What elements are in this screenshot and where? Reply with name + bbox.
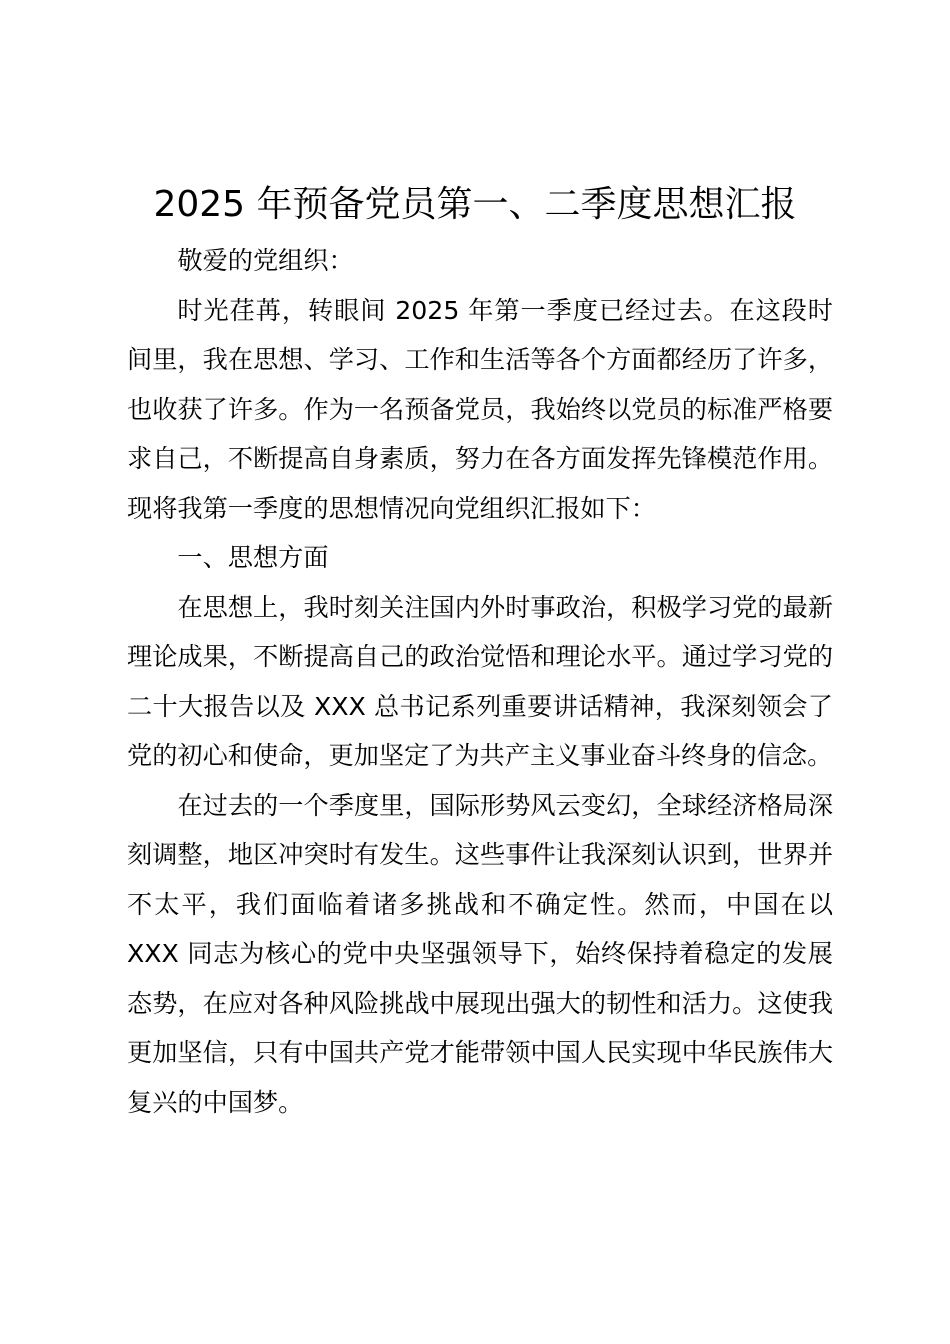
document-body <box>127 236 833 1127</box>
paragraph-thought: 在思想上，我时刻关注国内外时事政治，积极学习党的最新理论成果，不断提高自己的政治觉悟和理论水平。通过学习党的二十大报告以及 XXX 总书记系列重要讲话精神，我深刻领会了党的初心和使命，更加坚定了为共产主义事业奋斗终身的信念。 <box>127 592 833 770</box>
paragraph-international: 在过去的一个季度里，国际形势风云变幻，全球经济格局深刻调整，地区冲突时有发生。这些事件让我深刻认识到，世界并不太平，我们面临着诸多挑战和不确定性。然而，中国在以 XXX 同志为核心的党中央坚强领导下，始终保持着稳定的发展态势，在应对各种风险挑战中展现出强大的韧性和活力。这使我更加坚信，只有中国共产党才能带领中国人民实现中华民族伟大复兴的中国梦。 <box>127 790 833 1117</box>
salutation: 敬爱的党组织： <box>177 246 354 275</box>
section-heading-thought: 一、思想方面 <box>177 543 329 572</box>
paragraph-intro: 时光荏苒，转眼间 2025 年第一季度已经过去。在这段时间里，我在思想、学习、工作和生活等各个方面都经历了许多，也收获了许多。作为一名预备党员，我始终以党员的标准严格要求自己，不断提高自身素质，努力在各方面发挥先锋模范作用。现将我第一季度的思想情况向党组织汇报如下： <box>127 295 833 523</box>
document-title: 2025 年预备党员第一、二季度思想汇报 <box>153 184 797 225</box>
